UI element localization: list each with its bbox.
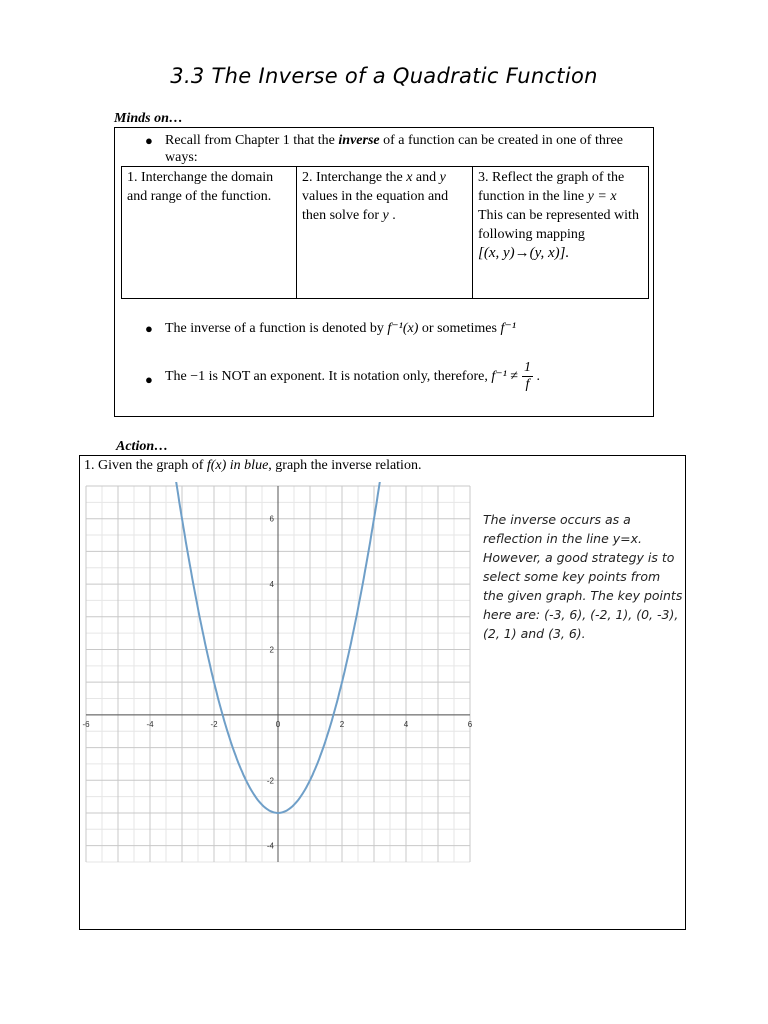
x-tick-label: -4 [146, 719, 154, 729]
method-cell-1: 1. Interchange the domain and range of the function. [122, 167, 297, 298]
y-tick-label: 6 [269, 514, 274, 524]
question-1: 1. Given the graph of f(x) in blue, graph the inverse relation. [84, 458, 422, 473]
inverse-methods-table [121, 166, 649, 299]
x-tick-label: -6 [82, 719, 90, 729]
minds-on-box: ● Recall from Chapter 1 that the inverse of a function can be created in one of three ways: 1. Interchange the domain and range of the function. 2. Interchange the x and y values in the equation and then solve for y . 3. Reflect the graph of the function in the line y = x This can be represented with following mapping [(x, y)→(y, x)]. ● The inverse of a function is denoted by f⁻¹(x) or sometimes f⁻¹ ● The −1 is NOT an exponent. It is notation only, therefore, f⁻¹ ≠ $\frac{1}{f}$ . [114, 127, 654, 417]
y-tick-label: 2 [269, 645, 274, 655]
x-tick-label: -2 [210, 719, 218, 729]
action-label: Action… [116, 439, 169, 454]
x-tick-label: 4 [403, 719, 409, 729]
one-over-f-fraction: $\frac{1}{f}$ [524, 360, 531, 392]
axes [86, 486, 470, 862]
bullet-dot-icon: ● [145, 133, 153, 148]
y-tick-label: -4 [266, 841, 274, 851]
bullet-dot-icon: ● [145, 321, 153, 336]
x-tick-label: 6 [467, 719, 473, 729]
page-title: 3.3 The Inverse of a Quadratic Function [170, 64, 598, 88]
y-tick-label: -2 [266, 776, 274, 786]
handwritten-note: The inverse occurs as a reflection in the line y=x. However, a good strategy is to select some key points from the given graph. The key points here are: (-3, 6), (-2, 1), (0, -3), (2, 1) and (3, 6). [483, 512, 683, 641]
function-graph [82, 482, 474, 866]
method-cell-2: 2. Interchange the x and y values in the equation and then solve for y . [297, 167, 473, 298]
bullet-not-exponent: ● The −1 is NOT an exponent. It is notation only, therefore, f⁻¹ ≠ $\frac{1}{f}$ . [145, 360, 540, 392]
method-cell-3: 3. Reflect the graph of the function in the line y = x This can be represented with following mapping [(x, y)→(y, x)]. [478, 170, 639, 261]
x-tick-label: 2 [339, 719, 345, 729]
x-tick-label: 0 [275, 719, 281, 729]
bullet-dot-icon: ● [145, 372, 153, 387]
minds-on-label: Minds on… [114, 111, 183, 126]
mapping-notation: [(x, y)→(y, x)]. [478, 245, 570, 261]
y-tick-label: 4 [269, 580, 274, 590]
action-box [79, 455, 686, 930]
